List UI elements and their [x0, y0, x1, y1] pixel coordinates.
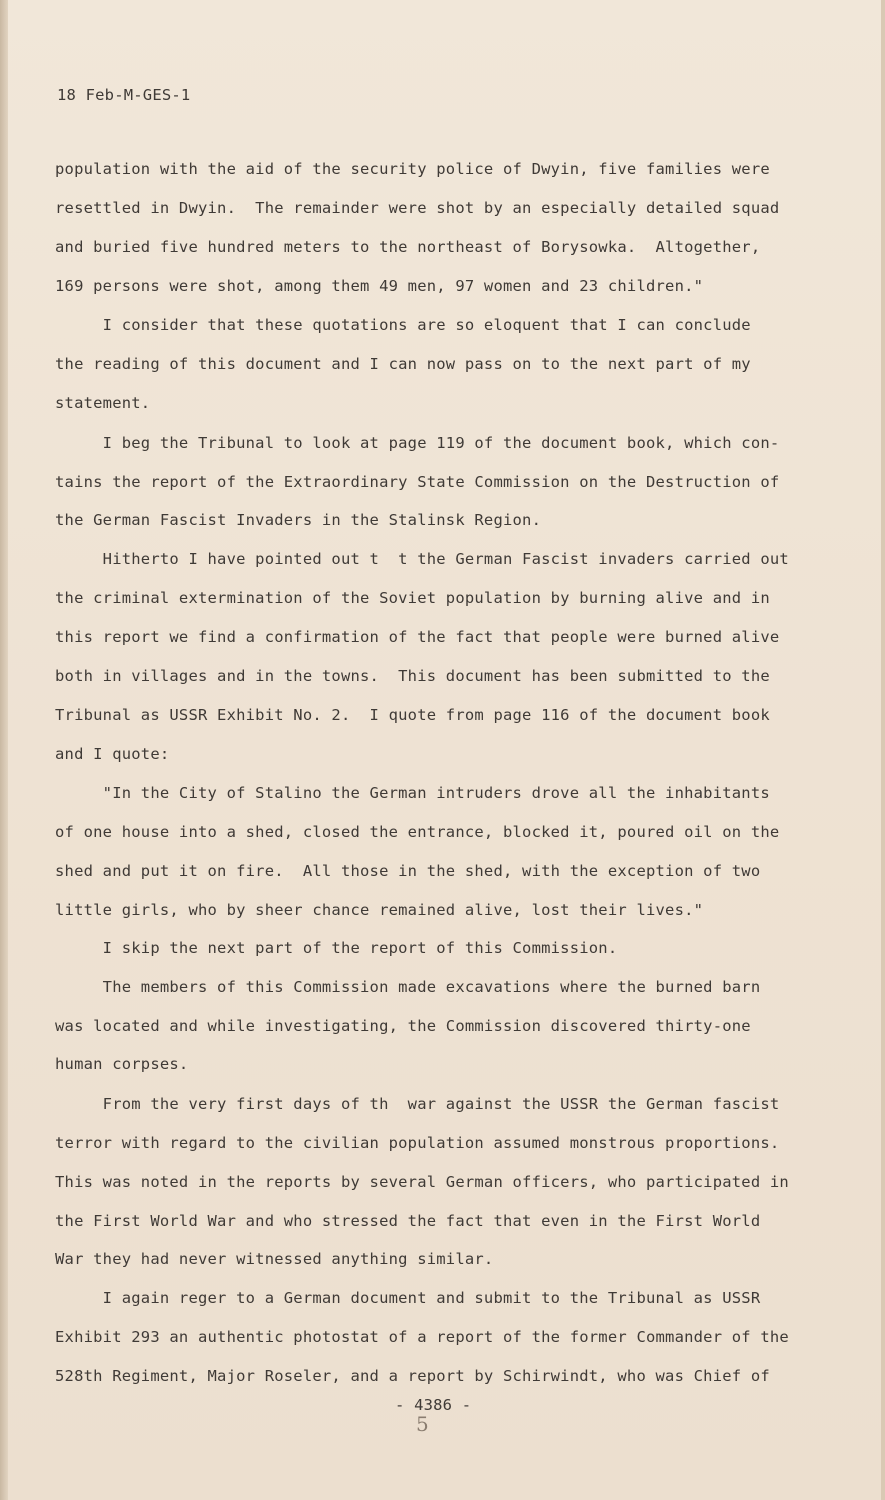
text-line: I beg the Tribunal to look at page 119 of the document book, which con-	[55, 434, 780, 452]
text-line: 169 persons were shot, among them 49 men, 97 women and 23 children."	[55, 277, 704, 295]
page-left-edge	[0, 0, 8, 1500]
text-line: 528th Regiment, Major Roseler, and a report by Schirwindt, who was Chief of	[55, 1367, 770, 1385]
text-line: human corpses.	[55, 1055, 189, 1073]
text-line: the reading of this document and I can now pass on to the next part of my	[55, 355, 751, 373]
text-line: population with the aid of the security police of Dwyin, five families were	[55, 160, 770, 178]
text-line: Exhibit 293 an authentic photostat of a report of the former Commander of the	[55, 1328, 789, 1346]
page-number: - 4386 -	[395, 1396, 472, 1414]
text-line: terror with regard to the civilian population assumed monstrous proportions.	[55, 1134, 780, 1152]
text-line: I again reger to a German document and submit to the Tribunal as USSR	[55, 1289, 761, 1307]
text-line: This was noted in the reports by several German officers, who participated in	[55, 1173, 789, 1191]
document-id: 18 Feb-M-GES-1	[57, 86, 191, 104]
text-line: Hitherto I have pointed out t t the German Fascist invaders carried out	[55, 550, 789, 568]
text-line: I consider that these quotations are so eloquent that I can conclude	[55, 316, 751, 334]
text-line: tains the report of the Extraordinary State Commission on the Destruction of	[55, 473, 780, 491]
text-line: War they had never witnessed anything similar.	[55, 1250, 494, 1268]
text-line: the First World War and who stressed the fact that even in the First World	[55, 1212, 761, 1230]
text-line: this report we find a confirmation of the fact that people were burned alive	[55, 628, 780, 646]
text-line: and I quote:	[55, 745, 170, 763]
handwritten-note: 5	[416, 1412, 429, 1436]
page-right-edge	[881, 0, 885, 1500]
text-line: little girls, who by sheer chance remained alive, lost their lives."	[55, 901, 704, 919]
text-line: was located and while investigating, the Commission discovered thirty-one	[55, 1017, 751, 1035]
text-line: Tribunal as USSR Exhibit No. 2. I quote from page 116 of the document book	[55, 706, 770, 724]
text-line: statement.	[55, 394, 151, 412]
text-line: resettled in Dwyin. The remainder were shot by an especially detailed squad	[55, 199, 780, 217]
text-line: both in villages and in the towns. This document has been submitted to the	[55, 667, 770, 685]
text-line: the criminal extermination of the Soviet population by burning alive and in	[55, 589, 770, 607]
text-line: From the very first days of th war against the USSR the German fascist	[55, 1095, 780, 1113]
text-line: and buried five hundred meters to the northeast of Borysowka. Altogether,	[55, 238, 761, 256]
text-line: "In the City of Stalino the German intruders drove all the inhabitants	[55, 784, 770, 802]
text-line: of one house into a shed, closed the entrance, blocked it, poured oil on the	[55, 823, 780, 841]
text-line: shed and put it on fire. All those in the shed, with the exception of two	[55, 862, 761, 880]
text-line: the German Fascist Invaders in the Stalinsk Region.	[55, 511, 542, 529]
text-line: The members of this Commission made excavations where the burned barn	[55, 978, 761, 996]
text-line: I skip the next part of the report of this Commission.	[55, 939, 618, 957]
